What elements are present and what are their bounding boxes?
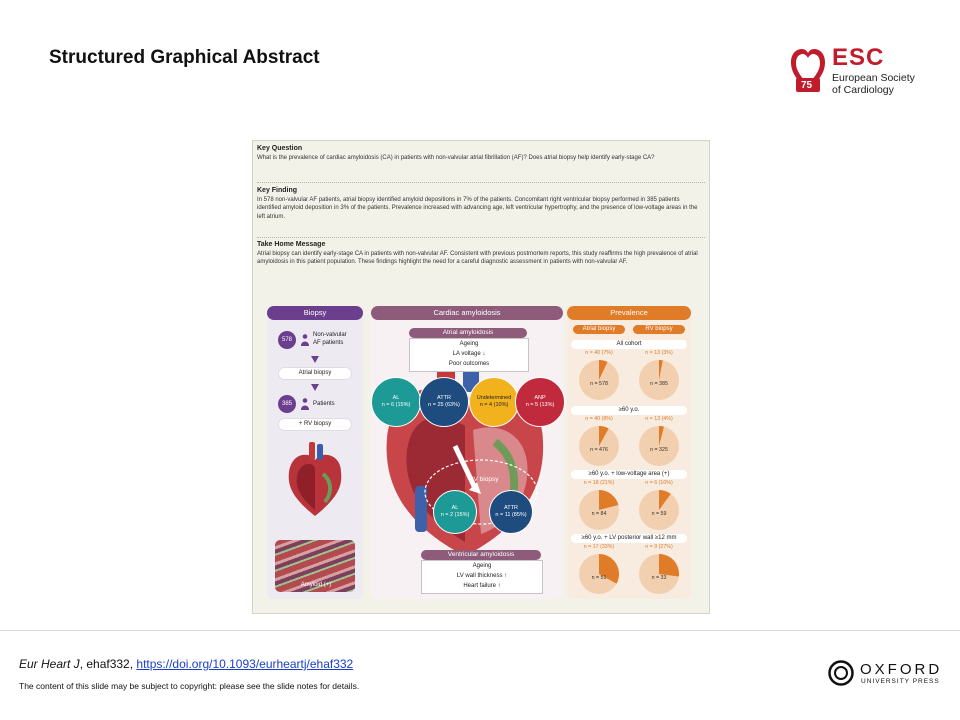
footer-divider xyxy=(0,630,960,631)
journal-name: Eur Heart J xyxy=(19,657,80,671)
prevalence-pie xyxy=(577,358,621,402)
ventricular-amyloidosis-list xyxy=(421,560,543,594)
cohort-label: ≥60 y.o. xyxy=(571,406,687,415)
divider xyxy=(257,182,705,183)
esc-anniversary: 75 xyxy=(801,80,813,91)
anp-count: n = 5 (13%) xyxy=(525,402,555,408)
al-atrial-circle xyxy=(371,377,421,427)
cardiac-amyloidosis-header: Cardiac amyloidosis xyxy=(371,306,563,320)
al-rv-label: AL xyxy=(451,505,459,511)
pie-n-label: n = 59 xyxy=(651,511,667,517)
pie-n-label: n = 84 xyxy=(591,511,607,517)
al-rv-count: n = 2 (15%) xyxy=(440,512,470,518)
pie-count-label: n = 18 (21%) xyxy=(583,480,615,486)
pie-n-label: n = 325 xyxy=(650,447,668,453)
atrial-item: Poor outcomes xyxy=(448,361,490,367)
cohort-label: ≥60 y.o. + LV posterior wall ≥12 mm xyxy=(571,534,687,543)
al-label: AL xyxy=(392,395,400,401)
atrial-amyloidosis-heading: Atrial amyloidosis xyxy=(409,328,527,338)
atrial-amyloidosis-list xyxy=(409,338,529,372)
esc-sub-line-2: of Cardiology xyxy=(832,84,894,96)
heart-illustration xyxy=(281,440,349,520)
anp-label: ANP xyxy=(534,395,546,401)
key-question-heading: Key Question xyxy=(257,145,303,152)
prevalence-pie xyxy=(637,358,681,402)
al-rv-circle xyxy=(433,490,477,534)
ventricular-item: LV wall thickness ↑ xyxy=(456,573,508,579)
article-id: , ehaf332, xyxy=(79,657,137,671)
undetermined-atrial-circle xyxy=(469,377,519,427)
attr-rv-count: n = 11 (85%) xyxy=(495,512,527,518)
graphical-abstract xyxy=(252,140,710,614)
cohort-label: All cohort xyxy=(571,340,687,349)
ventricular-item: Heart failure ↑ xyxy=(463,583,501,589)
patients-label-line-1: Non-valvular xyxy=(313,332,347,338)
pie-count-label: n = 6 (10%) xyxy=(645,480,673,486)
prevalence-header: Prevalence xyxy=(567,306,691,320)
esc-subtitle xyxy=(832,72,915,96)
prevalence-pie xyxy=(577,424,621,468)
arrow-down-icon xyxy=(311,356,319,363)
patient-count-385: 385 xyxy=(278,395,296,413)
attr-rv-circle xyxy=(489,490,533,534)
biopsy-column xyxy=(267,306,363,599)
attr-atrial-circle xyxy=(419,377,469,427)
divider xyxy=(257,237,705,238)
person-icon xyxy=(301,398,309,410)
atrial-item: Ageing xyxy=(459,341,479,347)
slide-title: Structured Graphical Abstract xyxy=(49,47,320,68)
atrial-item: LA voltage ↓ xyxy=(452,351,486,357)
prevalence-pie xyxy=(637,488,681,532)
oxford-name: OXFORD xyxy=(860,661,943,678)
pie-count-label: n = 9 (27%) xyxy=(645,544,673,550)
pie-n-label: n = 476 xyxy=(590,447,608,453)
prevalence-pie xyxy=(577,488,621,532)
prevalence-pie xyxy=(637,552,681,596)
take-home-heading: Take Home Message xyxy=(257,241,326,248)
take-home-section xyxy=(257,241,705,267)
patient-count-578: 578 xyxy=(278,331,296,349)
ventricular-item: Ageing xyxy=(472,563,492,569)
oxford-emblem-icon xyxy=(828,660,854,686)
pie-count-label: n = 17 (33%) xyxy=(583,544,615,550)
anp-atrial-circle xyxy=(515,377,565,427)
key-question-section xyxy=(257,145,705,162)
oxford-press: UNIVERSITY PRESS xyxy=(861,678,940,685)
pie-count-label: n = 13 (4%) xyxy=(645,416,673,422)
pie-n-label: n = 51 xyxy=(591,575,607,581)
key-finding-section xyxy=(257,187,705,221)
atrial-biopsy-tag: Atrial biopsy xyxy=(573,325,625,334)
biopsy-header: Biopsy xyxy=(267,306,363,320)
key-question-text: What is the prevalence of cardiac amyloidosis (CA) in patients with non-valvular atrial fibrillation (AF)? Does atrial biopsy help identify early-stage CA? xyxy=(257,155,655,162)
prevalence-pie xyxy=(577,552,621,596)
rv-biopsy-label: RV biopsy xyxy=(469,476,499,483)
esc-sub-line-1: European Society xyxy=(832,72,915,84)
rv-biopsy-step: + RV biopsy xyxy=(279,419,351,430)
arrow-down-icon xyxy=(311,384,319,391)
undetermined-count: n = 4 (10%) xyxy=(479,402,509,408)
esc-logo xyxy=(790,44,920,100)
cardiac-amyloidosis-column xyxy=(371,306,563,599)
attr-label: ATTR xyxy=(437,395,451,401)
pie-count-label: n = 13 (3%) xyxy=(645,350,673,356)
doi-link[interactable]: https://doi.org/10.1093/eurheartj/ehaf332 xyxy=(136,657,354,671)
esc-name: ESC xyxy=(832,44,885,71)
pie-n-label: n = 578 xyxy=(590,381,608,387)
attr-rv-label: ATTR xyxy=(504,505,518,511)
pie-count-label: n = 40 (8%) xyxy=(585,416,613,422)
prevalence-column xyxy=(567,306,691,599)
pie-n-label: n = 385 xyxy=(650,381,668,387)
patients-label-line-2: AF patients xyxy=(313,339,344,346)
attr-count: n = 25 (63%) xyxy=(428,402,460,408)
patients-label xyxy=(313,332,347,347)
citation xyxy=(19,657,353,671)
pie-slice xyxy=(659,554,679,577)
pie-count-label: n = 40 (7%) xyxy=(585,350,613,356)
al-count: n = 6 (15%) xyxy=(381,402,411,408)
patients-label-2: Patients xyxy=(313,401,335,407)
key-finding-heading: Key Finding xyxy=(257,187,298,194)
prevalence-pie xyxy=(637,424,681,468)
person-icon xyxy=(301,334,309,346)
rv-biopsy-tag: RV biopsy xyxy=(633,325,685,334)
amyloid-label: Amyloid (+) xyxy=(300,582,332,588)
pie-n-label: n = 33 xyxy=(651,575,667,581)
cohort-label: ≥60 y.o. + low-voltage area (+) xyxy=(571,470,687,479)
atrial-biopsy-step: Atrial biopsy xyxy=(279,368,351,379)
key-finding-text: In 578 non-valvular AF patients, atrial biopsy identified amyloid depositions in 7% of the patients. Concomitant right ventricular biopsy performed in 385 patients identified amyloid deposition in 3% of the patients. Prevalence increased with advancing age, left ventricular hypertrophy, and the presence of low-voltage areas in the left atrium. xyxy=(257,197,698,220)
ventricular-amyloidosis-heading: Ventricular amyloidosis xyxy=(421,550,541,560)
oxford-logo xyxy=(828,660,944,690)
copyright-notice: The content of this slide may be subject to copyright: please see the slide notes for details. xyxy=(19,681,360,691)
undetermined-label: Undetermined xyxy=(476,395,512,401)
take-home-text: Atrial biopsy can identify early-stage CA in patients with non-valvular AF. Consistent with previous postmortem reports, this study reaffirms the high prevalence of atrial amyloidosis in this patient population. These findings highlight the need for a careful diagnostic assessment in patients with non-valvular AF. xyxy=(257,251,698,266)
